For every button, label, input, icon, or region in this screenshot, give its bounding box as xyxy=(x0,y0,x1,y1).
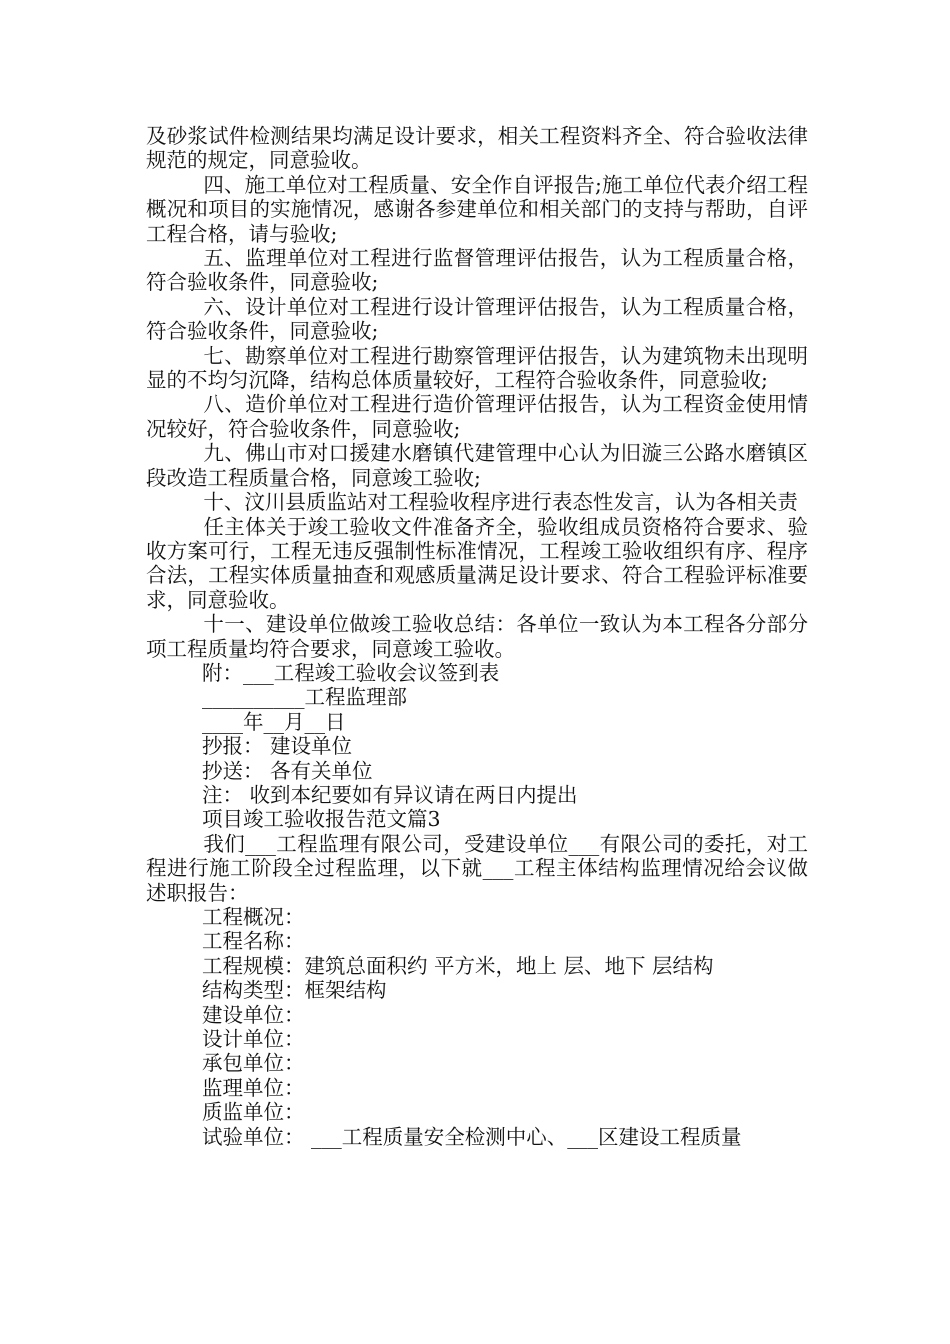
paragraph-item-8: 八、造价单位对工程进行造价管理评估报告，认为工程资金使用情况较好，符合验收条件，同意验收; xyxy=(146,392,808,441)
report-to-line: 抄报： 建设单位 xyxy=(202,734,353,759)
paragraph-item-11: 十一、建设单位做竣工验收总结：各单位一致认为本工程各分部分项工程质量均符合要求，同意竣工验收。 xyxy=(146,612,808,661)
attachment-line: 附：___工程竣工验收会议签到表 xyxy=(202,660,500,685)
note-line: 注： 收到本纪要如有异议请在两日内提出 xyxy=(202,782,578,807)
copy-to-line: 抄送： 各有关单位 xyxy=(202,758,373,783)
field-testing-unit: 试验单位： ___工程质量安全检测中心、___区建设工程质量 xyxy=(202,1124,742,1149)
section-heading: 项目竣工验收报告范文篇3 xyxy=(202,807,441,832)
paragraph-item-5: 五、监理单位对工程进行监督管理评估报告，认为工程质量合格，符合验收条件，同意验收; xyxy=(146,246,808,295)
field-structure-type: 结构类型：框架结构 xyxy=(202,978,387,1003)
field-project-overview: 工程概况： xyxy=(202,905,305,929)
paragraph-item-4: 四、施工单位对工程质量、安全作自评报告;施工单位代表介绍工程概况和项目的实施情况，感谢各参建单位和相关部门的支持与帮助，自评工程合格，请与验收; xyxy=(146,172,808,246)
issuer-line: __________工程监理部 xyxy=(202,685,407,710)
field-contractor-unit: 承包单位： xyxy=(202,1051,305,1076)
date-line: ____年__月__日 xyxy=(202,709,346,734)
paragraph-item-9: 九、佛山市对口援建水磨镇代建管理中心认为旧漩三公路水磨镇区段改造工程质量合格，同意竣工验收; xyxy=(146,441,808,490)
document-body xyxy=(146,124,808,1149)
field-construction-unit: 建设单位： xyxy=(202,1002,305,1027)
field-quality-supervision-unit: 质监单位： xyxy=(202,1100,305,1125)
field-project-name: 工程名称： xyxy=(202,929,305,954)
paragraph-acceptance-materials: 及砂浆试件检测结果均满足设计要求，相关工程资料齐全、符合验收法律规范的规定，同意验收。 xyxy=(146,124,808,173)
paragraph-item-6: 六、设计单位对工程进行设计管理评估报告，认为工程质量合格，符合验收条件，同意验收; xyxy=(146,294,808,344)
paragraph-item-10-continued: 任主体关于竣工验收文件准备齐全，验收组成员资格符合要求、验收方案可行，工程无违反强制性标准情况，工程竣工验收组织有序、程序合法，工程实体质量抽查和观感质量满足设计要求、符合工程验评标准要求，同意验收。 xyxy=(146,514,808,612)
field-design-unit: 设计单位： xyxy=(202,1027,305,1052)
field-project-scale: 工程规模：建筑总面积约 平方米，地上 层、地下 层结构 xyxy=(202,953,714,978)
field-supervision-unit: 监理单位： xyxy=(202,1075,305,1100)
paragraph-report-intro: 我们___工程监理有限公司，受建设单位___有限公司的委托，对工程进行施工阶段全过程监理，以下就___工程主体结构监理情况给会议做述职报告： xyxy=(146,831,808,905)
paragraph-item-7: 七、勘察单位对工程进行勘察管理评估报告，认为建筑物未出现明显的不均匀沉降，结构总体质量较好，工程符合验收条件，同意验收; xyxy=(146,343,808,393)
paragraph-item-10: 十、汶川县质监站对工程验收程序进行表态性发言，认为各相关责 xyxy=(203,490,798,515)
